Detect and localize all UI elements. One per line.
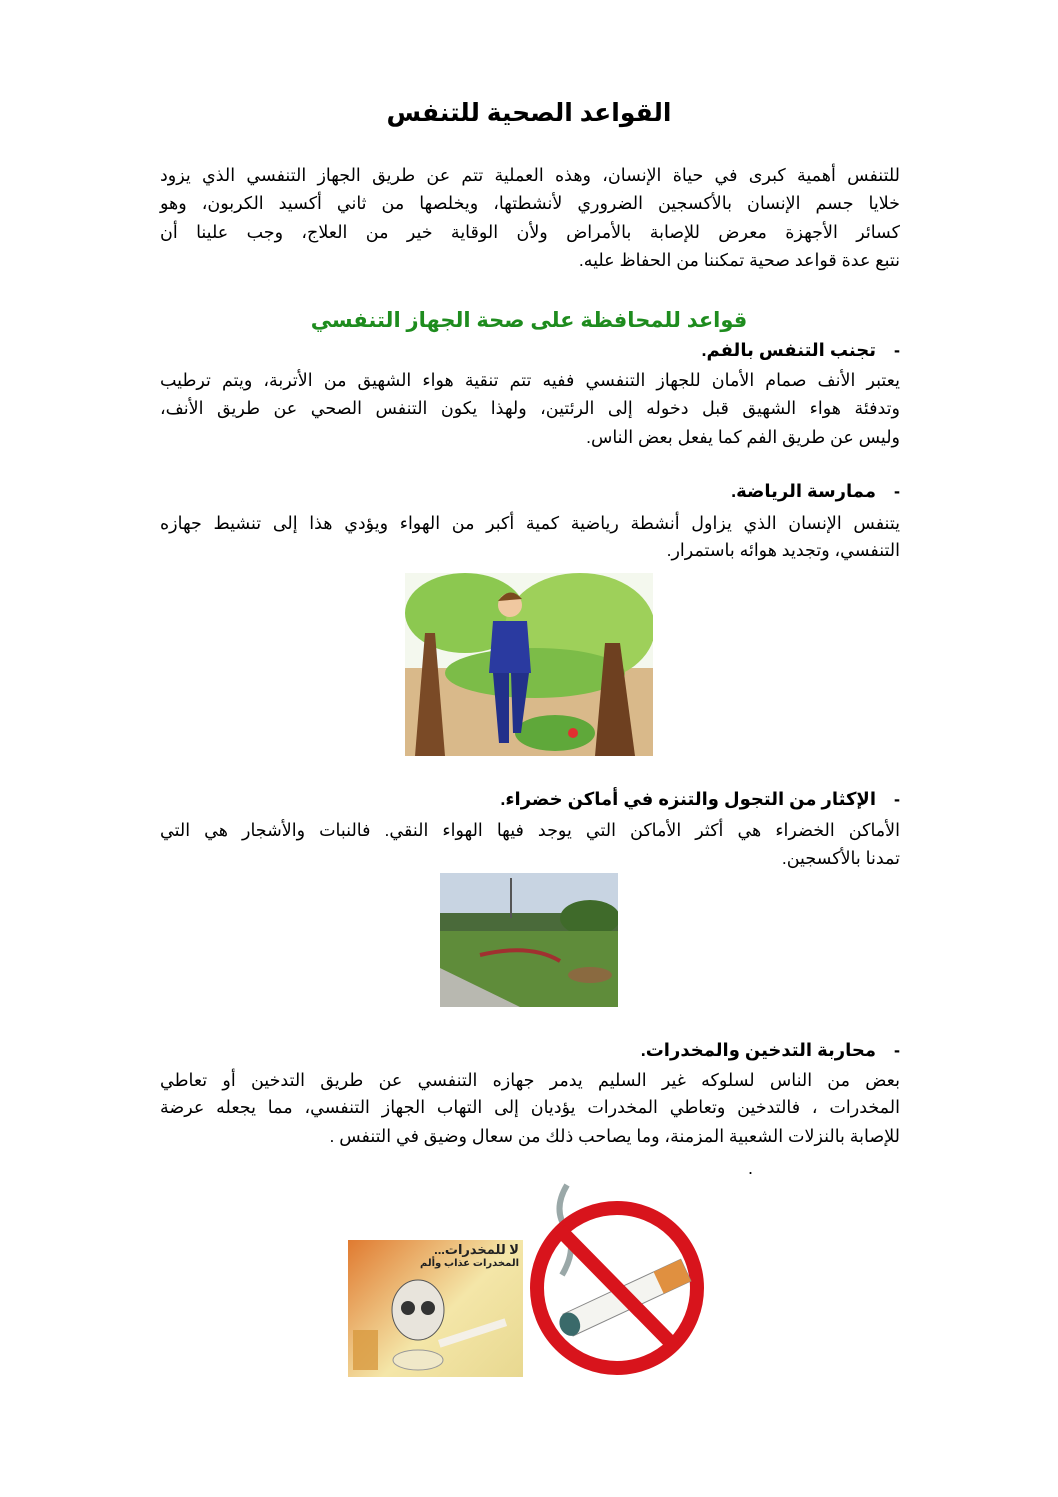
rule-line: المخدرات ، فالتدخين وتعاطي المخدرات يؤديان إلى التهاب الجهاز التنفسي، مما يجعله عرضة	[160, 1097, 900, 1117]
bullet-dash: -	[894, 481, 900, 501]
rule-heading	[701, 340, 900, 361]
rule-heading	[731, 481, 900, 502]
intro-line: خلايا جسم الإنسان بالأكسجين الضروري لأنشطتها، ويخلصها من ثاني أكسيد الكربون، وهو	[160, 193, 900, 213]
section-heading: قواعد للمحافظة على صحة الجهاز التنفسي	[310, 309, 748, 332]
bullet-dash: -	[894, 1040, 900, 1060]
no-smoking-icon	[522, 1180, 712, 1378]
jogging-man-image	[405, 573, 653, 756]
rule-line: بعض من الناس لسلوكه غير السليم يدمر جهازه التنفسي عن طريق التدخين أو تعاطي	[160, 1070, 900, 1090]
rule-line: يتنفس الإنسان الذي يزاول أنشطة رياضية كمية أكبر من الهواء ويؤدي هذا إلى تنشيط جهازه	[160, 513, 900, 533]
green-park-image	[440, 873, 618, 1007]
rule-line: الأماكن الخضراء هي أكثر الأماكن التي يوجد فيها الهواء النقي. فالنبات والأشجار هي التي	[160, 820, 900, 840]
rule-line: للإصابة بالنزلات الشعبية المزمنة، وما يصاحب ذلك من سعال وضيق في التنفس .	[329, 1126, 900, 1146]
rule-heading-text: محاربة التدخين والمخدرات.	[640, 1040, 876, 1060]
rule-heading-text: ممارسة الرياضة.	[731, 481, 876, 501]
bullet-dash: -	[894, 789, 900, 809]
rule-line: يعتبر الأنف صمام الأمان للجهاز التنفسي ففيه تتم تنقية هواء الشهيق من الأتربة، ويتم ترطيب	[160, 370, 900, 390]
rule-heading	[641, 1040, 900, 1061]
rule-heading-text: تجنب التنفس بالفم.	[701, 340, 876, 360]
intro-line: نتبع عدة قواعد صحية تمكننا من الحفاظ عليه.	[578, 250, 900, 270]
intro-line: كسائر الأجهزة معرض للإصابة بالأمراض ولأن الوقاية خير من العلاج، وجب علينا أن	[160, 222, 900, 242]
poster-subtitle: المخدرات عذاب وألم	[420, 1258, 519, 1269]
skull-icon	[348, 1270, 523, 1377]
stray-dot: .	[748, 1158, 754, 1178]
bullet-dash: -	[894, 340, 900, 360]
rule-heading	[500, 789, 900, 810]
rule-line: تمدنا بالأكسجين.	[781, 848, 900, 868]
rule-line: وتدفئة هواء الشهيق قبل دخوله إلى الرئتين، ولهذا يكون التنفس الصحي عن طريق الأنف،	[160, 398, 900, 418]
intro-line: للتنفس أهمية كبرى في حياة الإنسان، وهذه العملية تتم عن طريق الجهاز التنفسي الذي يزود	[160, 165, 900, 185]
poster-title: لا للمخدرات...	[434, 1242, 519, 1257]
rule-heading-text: الإكثار من التجول والتنزه في أماكن خضراء.	[500, 789, 876, 809]
anti-drugs-poster	[348, 1240, 523, 1377]
page-title: القواعد الصحية للتنفس	[386, 99, 672, 127]
rule-line: وليس عن طريق الفم كما يفعل بعض الناس.	[586, 427, 900, 447]
rule-line: التنفسي، وتجديد هوائه باستمرار.	[666, 540, 900, 560]
